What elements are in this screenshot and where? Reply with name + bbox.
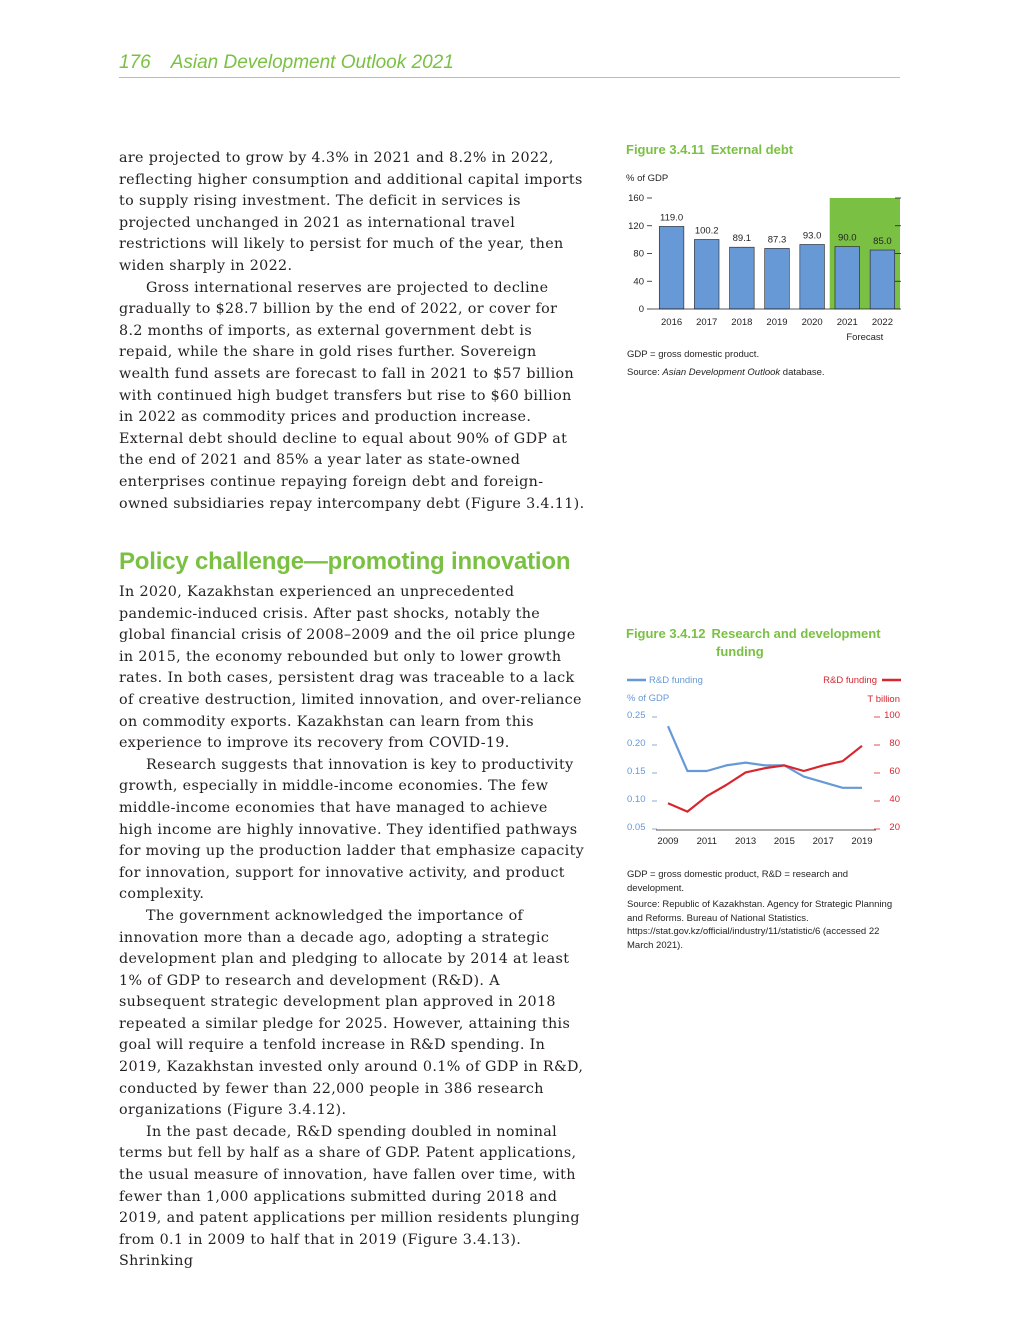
body-text-top: [119, 148, 585, 515]
external-debt-chart: [620, 168, 910, 348]
right-tick-label: 80: [889, 738, 900, 749]
x-tick-label: 2017: [812, 836, 834, 847]
paragraph: In 2020, Kazakhstan experienced an unprecedented pandemic-induced crisis. After past shocks, notably the global financial crisis of 2008–2009 and the oil price plunge in 2015, the economy rebounded but only to lower growth rates. In both cases, persistent drag was traceable to a lack of creative destruction, limited innovation, and over-reliance on commodity exports. Kazakhstan can learn from this experience to improve its recovery from COVID-19.: [119, 584, 582, 752]
x-tick-label: 2018: [731, 317, 753, 328]
running-header: [119, 52, 454, 74]
figure-caption: External debt: [710, 142, 794, 157]
figure-3-4-11-title: [626, 142, 793, 157]
x-tick-label: 2017: [696, 317, 718, 328]
legend-label-left: R&D funding: [649, 675, 703, 686]
legend-label-right: R&D funding: [823, 675, 877, 686]
paragraph: are projected to grow by 4.3% in 2021 and 8.2% in 2022, reflecting higher consumption and additional capital imports to supply rising investment. The deficit in services is projected unchanged in 2021 as international travel restrictions will likely to persist for much of the year, then widen sharply in 2022.: [119, 150, 583, 274]
x-tick-label: 2016: [661, 317, 683, 328]
paragraph: Gross international reserves are projected to decline gradually to $28.7 billion by the end of 2022, or cover for 8.2 months of imports, as external government debt is repaid, while the share in gold rises further. Sovereign wealth fund assets are forecast to fall in 2021 to $57 billion with continued high budget transfers but rise to $60 billion in 2022 as commodity prices and production increase. External debt should decline to equal about 90% of GDP at the end of 2021 and 85% a year later as state-owned enterprises continue repaying foreign debt and foreign-owned subsidiaries repay intercompany debt (Figure 3.4.11).: [119, 279, 585, 512]
y-tick-label: 160: [628, 193, 644, 204]
figure-3-4-12-title: [626, 626, 906, 659]
right-tick-label: 20: [889, 822, 900, 833]
data-label: 119.0: [660, 212, 684, 224]
right-axis-label: T billion: [867, 694, 900, 705]
page-number: 176: [119, 52, 151, 73]
right-tick-label: 60: [889, 766, 900, 777]
data-label: 100.2: [694, 225, 719, 237]
figure-3-4-11-notes: [627, 348, 902, 379]
source-note: Source: Republic of Kazakhstan. Agency for Strategic Planning and Reforms. Bureau of National Statistics. https://stat.gov.kz/official/industry/11/statistic/6 (accessed 22 March 2021).: [627, 899, 893, 951]
data-label: 89.1: [732, 233, 752, 245]
left-tick-label: 0.20: [627, 738, 646, 749]
paragraph: In the past decade, R&D spending doubled in nominal terms but fell by half as a share of GDP. Patent applications, the usual measure of innovation, have fallen over time, with fewer than 1,000 applications submitted during 2018 and 2019, and patent applications per million residents plunging from 0.1 in 2009 to half that in 2019 (Figure 3.4.13). Shrinking: [119, 1123, 580, 1270]
section-heading: Policy challenge—promoting innovation: [119, 548, 571, 575]
data-label: 90.0: [838, 232, 857, 244]
x-tick-label: 2019: [851, 836, 873, 847]
figure-number: Figure 3.4.12: [626, 626, 706, 641]
y-tick-label: 0: [638, 304, 644, 315]
left-axis-label: % of GDP: [627, 693, 670, 704]
y-tick-label: 120: [628, 220, 644, 232]
right-tick-label: 100: [884, 710, 900, 721]
abbreviation-note: GDP = gross domestic product.: [627, 349, 760, 360]
header-rule: [119, 77, 900, 78]
rd-funding-chart: [620, 670, 910, 854]
y-axis-label: % of GDP: [626, 173, 669, 184]
x-tick-label: 2019: [766, 317, 788, 328]
forecast-label: Forecast: [846, 332, 884, 343]
bar: [659, 226, 684, 309]
bar: [835, 247, 860, 309]
data-label: 85.0: [873, 236, 892, 248]
series-line-rd-share-gdp: [668, 726, 862, 788]
left-tick-label: 0.10: [627, 794, 646, 805]
x-tick-label: 2022: [871, 317, 893, 328]
bar: [694, 239, 719, 309]
paragraph: Research suggests that innovation is key to productivity growth, especially in middle-income economies. The few middle-income economies that have managed to achieve high income are highly innovative. They identified pathways for moving up the production ladder that emphasize capacity for innovation, support for innovative activity, and product complexity.: [119, 756, 585, 903]
x-tick-label: 2015: [773, 836, 795, 847]
x-tick-label: 2009: [657, 836, 679, 847]
left-tick-label: 0.15: [627, 766, 646, 777]
paragraph: The government acknowledged the importance of innovation more than a decade ago, adopting a strategic development plan and pledging to allocate by 2014 at least 1% of GDP to research and development (R&D). A subsequent strategic development plan approved in 2018 repeated a similar pledge for 2025. However, attaining this goal will require a tenfold increase in R&D spending. In 2019, Kazakhstan invested only around 0.1% of GDP in R&D, conducted by fewer than 22,000 people in 386 research organizations (Figure 3.4.12).: [119, 907, 584, 1119]
figure-caption: Research and development: [711, 626, 881, 641]
data-label: 87.3: [767, 234, 787, 246]
publication-title: Asian Development Outlook 2021: [170, 52, 454, 73]
left-tick-label: 0.25: [627, 710, 646, 721]
figure-3-4-12-notes: [627, 868, 902, 952]
left-tick-label: 0.05: [627, 822, 646, 833]
y-tick-label: 80: [633, 248, 644, 260]
x-tick-label: 2020: [801, 317, 823, 328]
figure-caption-line2: funding: [716, 644, 764, 659]
abbreviation-note: GDP = gross domestic product, R&D = research and development.: [627, 869, 849, 894]
body-text-section: [119, 582, 585, 1273]
right-tick-label: 40: [889, 794, 900, 805]
source-note: Source: Asian Development Outlook database.: [627, 366, 825, 378]
x-tick-label: 2011: [696, 836, 718, 847]
bar: [765, 248, 790, 309]
bar: [870, 250, 895, 309]
y-tick-label: 40: [633, 276, 644, 288]
data-label: 93.0: [802, 230, 822, 242]
series-line-rd-tenge-billion: [668, 746, 862, 812]
bar: [800, 244, 825, 309]
figure-number: Figure 3.4.11: [626, 142, 705, 157]
x-tick-label: 2021: [836, 317, 858, 328]
bar: [730, 247, 755, 309]
x-tick-label: 2013: [735, 836, 757, 847]
